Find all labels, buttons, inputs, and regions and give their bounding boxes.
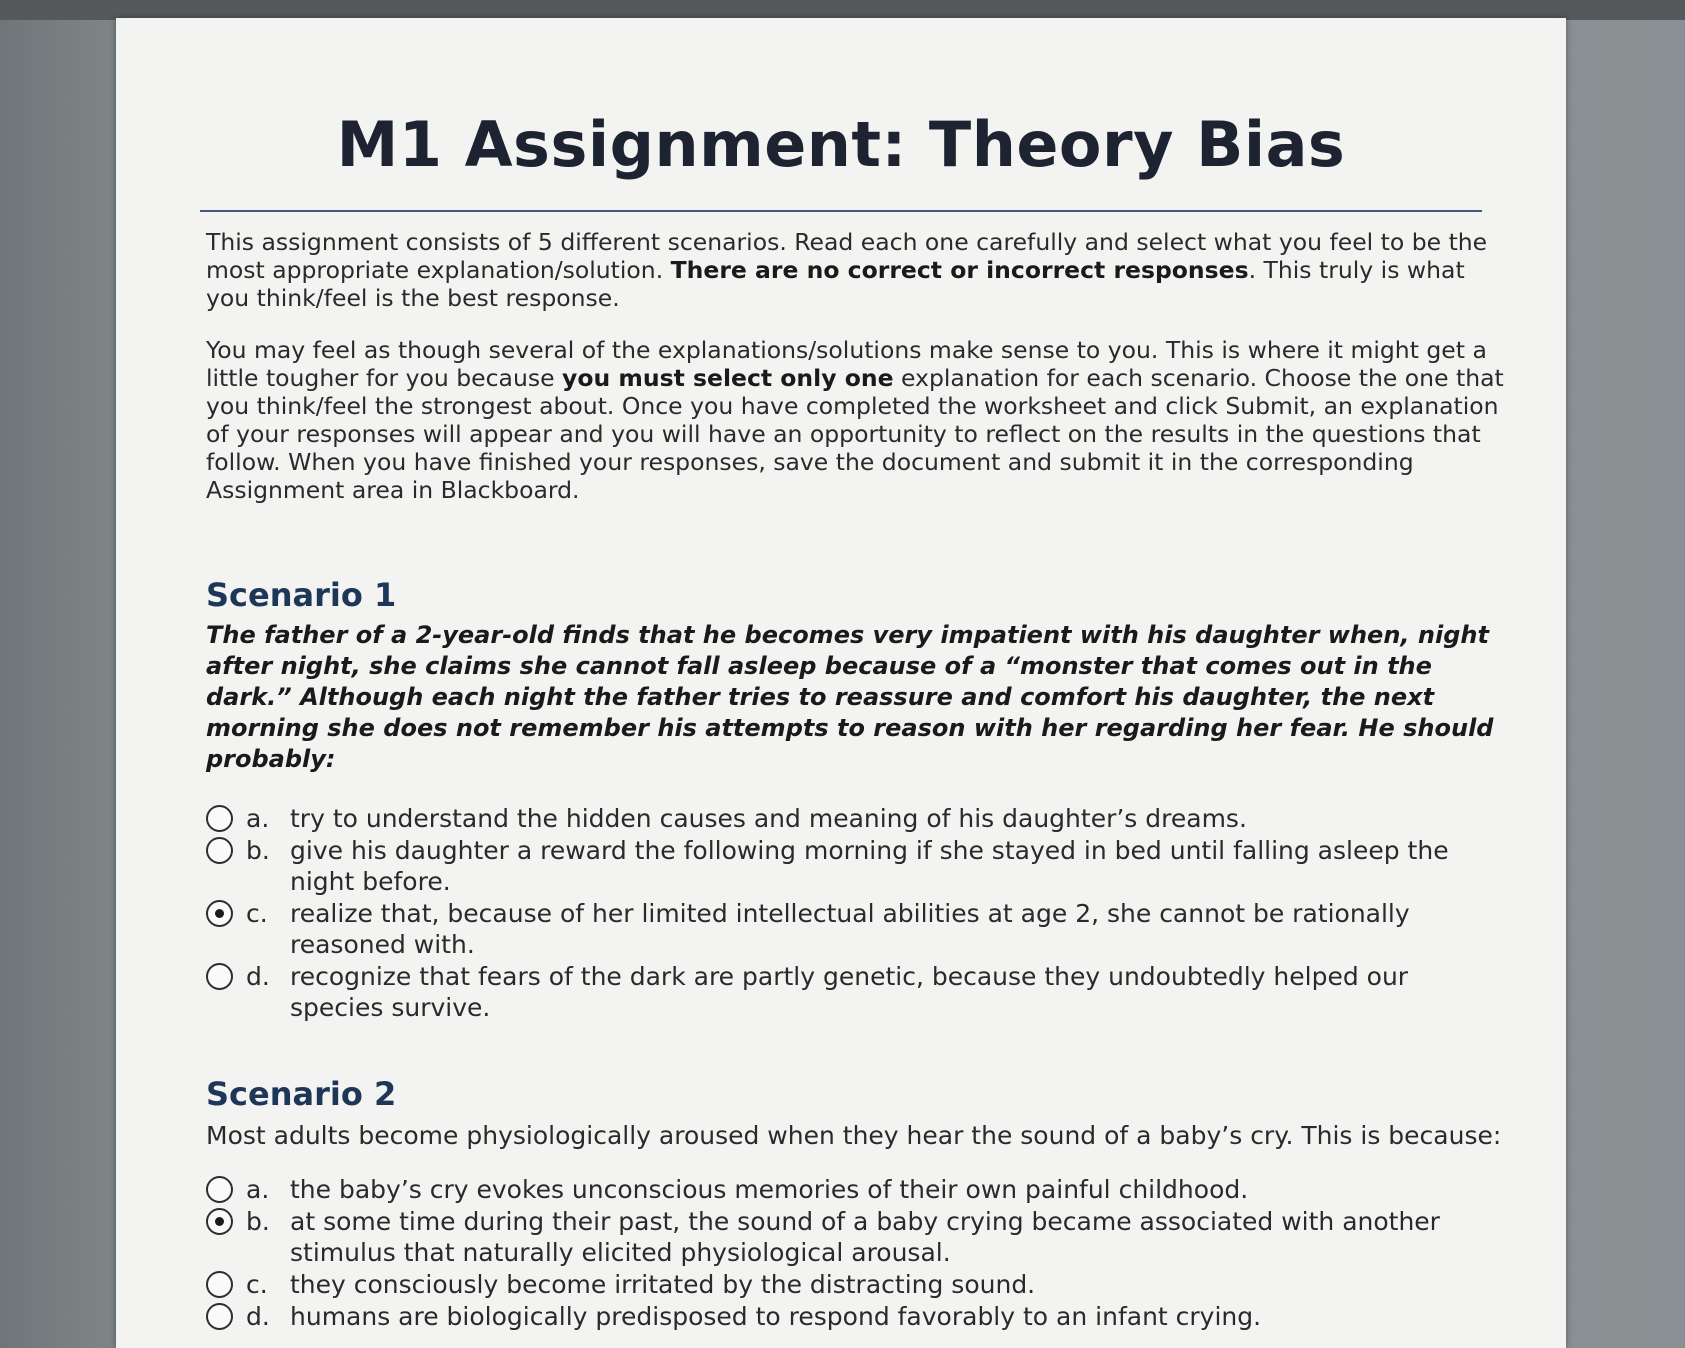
- option-letter: b.: [246, 836, 270, 865]
- scenario-1: [206, 576, 1506, 1023]
- answer-options: [206, 1174, 1506, 1332]
- intro-text: This assignment consists of 5 different scenarios. Read each one carefully and select what you feel to be the most appropriate explanation/solution.: [206, 228, 1488, 284]
- intro-text: . This truly is what you think/feel is the best response.: [206, 256, 1465, 312]
- option-letter: c.: [246, 899, 268, 928]
- radio-button[interactable]: [206, 837, 233, 864]
- answer-option[interactable]: [206, 803, 1506, 834]
- intro-text: explanation for each scenario. Choose the one that you think/feel the strongest about. Once you have completed the worksheet and click Submit, an explanation of your responses will appear and you will have an opportunity to reflect on the results in the questions that follow. When you have finished your responses, save the document and submit it in the corresponding Assignment area in Blackboard.: [206, 364, 1504, 504]
- answer-option[interactable]: [206, 835, 1506, 897]
- option-text: realize that, because of her limited intellectual abilities at age 2, she cannot be rationally reasoned with.: [290, 899, 1410, 959]
- radio-button[interactable]: [206, 1176, 233, 1203]
- answer-option[interactable]: [206, 1269, 1506, 1300]
- answer-option[interactable]: [206, 961, 1506, 1023]
- scenario-prompt: The father of a 2-year-old finds that he becomes very impatient with his daughter when, night after night, she claims she cannot fall asleep because of a “monster that comes out in the dark.” Although each night the father tries to reassure and comfort his daughter, the next morning she does not remember his attempts to reason with her regarding her fear. He should probably:: [206, 621, 1494, 773]
- radio-button[interactable]: [206, 1208, 233, 1235]
- option-letter: a.: [246, 1175, 270, 1204]
- scenario-heading: Scenario 2: [206, 1075, 397, 1113]
- option-text: at some time during their past, the sound of a baby crying became associated with another stimulus that naturally elicited physiological arousal.: [290, 1207, 1440, 1267]
- page-title: M1 Assignment: Theory Bias: [336, 108, 1346, 181]
- answer-options: [206, 803, 1506, 1023]
- option-text: give his daughter a reward the following morning if she stayed in bed until falling asleep the night before.: [290, 836, 1449, 896]
- answer-option[interactable]: [206, 1174, 1506, 1205]
- radio-button[interactable]: [206, 1303, 233, 1330]
- option-letter: a.: [246, 804, 270, 833]
- radio-button[interactable]: [206, 1271, 233, 1298]
- document-content: [206, 228, 1506, 1333]
- intro-emphasis: you must select only one: [562, 364, 894, 392]
- option-letter: d.: [246, 962, 270, 991]
- scenario-2: [206, 1075, 1506, 1332]
- radio-button[interactable]: [206, 900, 233, 927]
- option-letter: c.: [246, 1270, 268, 1299]
- answer-option[interactable]: [206, 1301, 1506, 1332]
- option-text: try to understand the hidden causes and meaning of his daughter’s dreams.: [290, 804, 1247, 833]
- option-text: they consciously become irritated by the distracting sound.: [290, 1270, 1036, 1299]
- scenario-heading: Scenario 1: [206, 576, 397, 614]
- radio-button[interactable]: [206, 963, 233, 990]
- answer-option[interactable]: [206, 1206, 1506, 1268]
- answer-option[interactable]: [206, 898, 1506, 960]
- option-letter: b.: [246, 1207, 270, 1236]
- intro-emphasis: There are no correct or incorrect responses: [670, 256, 1249, 284]
- intro-paragraph-1: [206, 228, 1506, 312]
- intro: [206, 228, 1506, 504]
- option-text: humans are biologically predisposed to respond favorably to an infant crying.: [290, 1302, 1262, 1331]
- document-page: [116, 18, 1566, 1348]
- intro-paragraph-2: [206, 336, 1506, 504]
- option-text: the baby’s cry evokes unconscious memories of their own painful childhood.: [290, 1175, 1249, 1204]
- option-text: recognize that fears of the dark are partly genetic, because they undoubtedly helped our species survive.: [290, 962, 1409, 1022]
- option-letter: d.: [246, 1302, 270, 1331]
- scenario-prompt: Most adults become physiologically aroused when they hear the sound of a baby’s cry. This is because:: [206, 1121, 1502, 1150]
- radio-button[interactable]: [206, 805, 233, 832]
- intro-text: You may feel as though several of the explanations/solutions make sense to you. This is where it might get a little tougher for you because: [206, 336, 1487, 392]
- top-edge: [0, 0, 1685, 20]
- title-divider: [200, 210, 1482, 212]
